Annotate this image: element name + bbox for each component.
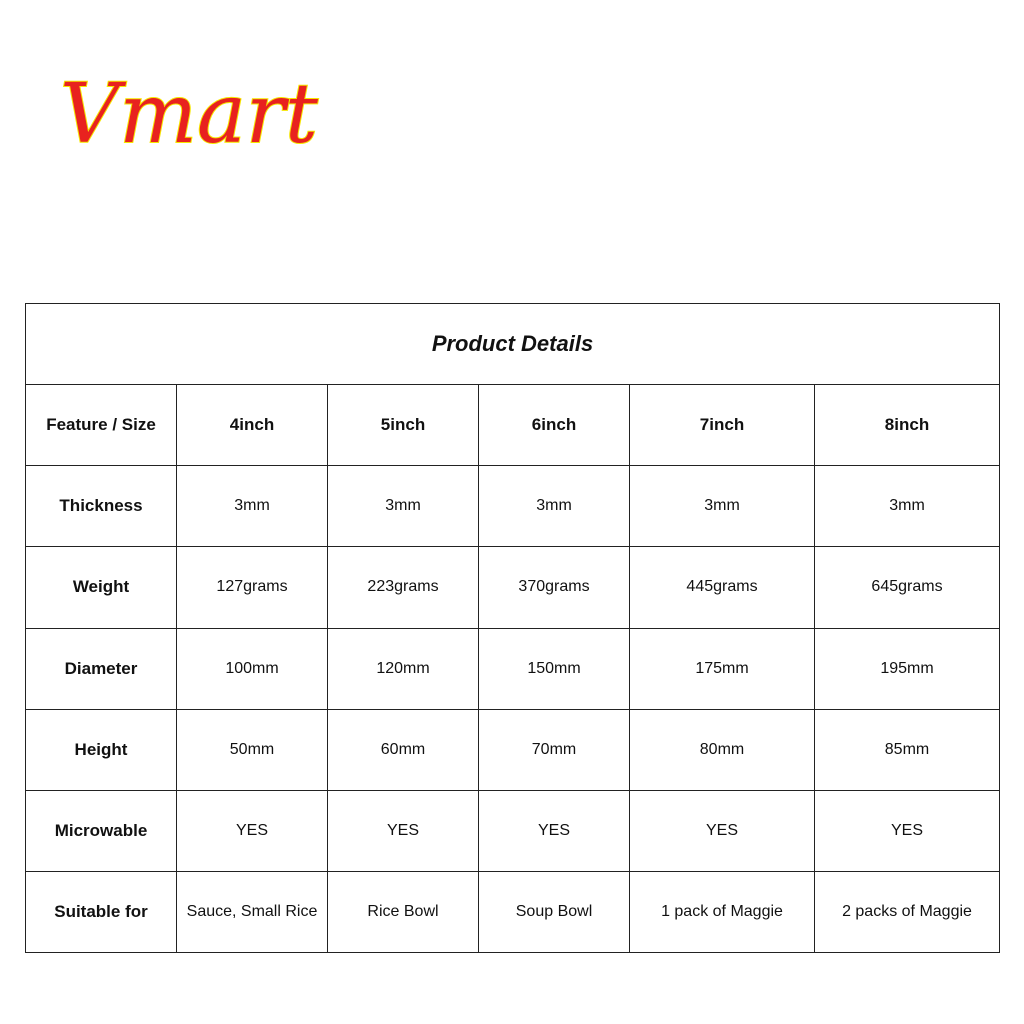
table-cell: Rice Bowl	[328, 871, 479, 952]
table-cell: Sauce, Small Rice	[177, 871, 328, 952]
size-header: 5inch	[328, 385, 479, 466]
logo-text: Vmart	[60, 67, 319, 162]
size-header: 4inch	[177, 385, 328, 466]
table-cell: 3mm	[630, 466, 815, 547]
table-cell: 445grams	[630, 547, 815, 628]
table-cell: 175mm	[630, 628, 815, 709]
table-cell: YES	[177, 790, 328, 871]
feature-label: Microwable	[26, 790, 177, 871]
table-cell: YES	[479, 790, 630, 871]
feature-label: Suitable for	[26, 871, 177, 952]
table-row	[26, 547, 1000, 628]
feature-label: Height	[26, 709, 177, 790]
table-cell: 223grams	[328, 547, 479, 628]
table-row	[26, 709, 1000, 790]
table-cell: 2 packs of Maggie	[815, 871, 1000, 952]
table-cell: 3mm	[479, 466, 630, 547]
size-header: 6inch	[479, 385, 630, 466]
size-header: 8inch	[815, 385, 1000, 466]
table-title: Product Details	[26, 304, 1000, 385]
table-cell: 50mm	[177, 709, 328, 790]
feature-label: Weight	[26, 547, 177, 628]
table-cell: 120mm	[328, 628, 479, 709]
table-row	[26, 628, 1000, 709]
product-details-table	[25, 303, 1000, 953]
table-cell: 80mm	[630, 709, 815, 790]
table-cell: 370grams	[479, 547, 630, 628]
feature-label: Diameter	[26, 628, 177, 709]
table-cell: 100mm	[177, 628, 328, 709]
table-cell: Soup Bowl	[479, 871, 630, 952]
table-cell: YES	[328, 790, 479, 871]
table-cell: 60mm	[328, 709, 479, 790]
table-cell: 3mm	[815, 466, 1000, 547]
table-cell: 195mm	[815, 628, 1000, 709]
feature-label: Thickness	[26, 466, 177, 547]
table-cell: 150mm	[479, 628, 630, 709]
size-header: 7inch	[630, 385, 815, 466]
table-cell: 85mm	[815, 709, 1000, 790]
table-cell: YES	[630, 790, 815, 871]
table-cell: YES	[815, 790, 1000, 871]
logo-graphic	[56, 52, 326, 162]
table-cell: 3mm	[177, 466, 328, 547]
table-row	[26, 466, 1000, 547]
table-header-row	[26, 385, 1000, 466]
table-cell: 3mm	[328, 466, 479, 547]
table-title-row	[26, 304, 1000, 385]
table-row	[26, 871, 1000, 952]
table-cell: 127grams	[177, 547, 328, 628]
table-cell: 70mm	[479, 709, 630, 790]
table-row	[26, 790, 1000, 871]
table-cell: 1 pack of Maggie	[630, 871, 815, 952]
brand-logo	[56, 52, 326, 162]
corner-header: Feature / Size	[26, 385, 177, 466]
table-cell: 645grams	[815, 547, 1000, 628]
